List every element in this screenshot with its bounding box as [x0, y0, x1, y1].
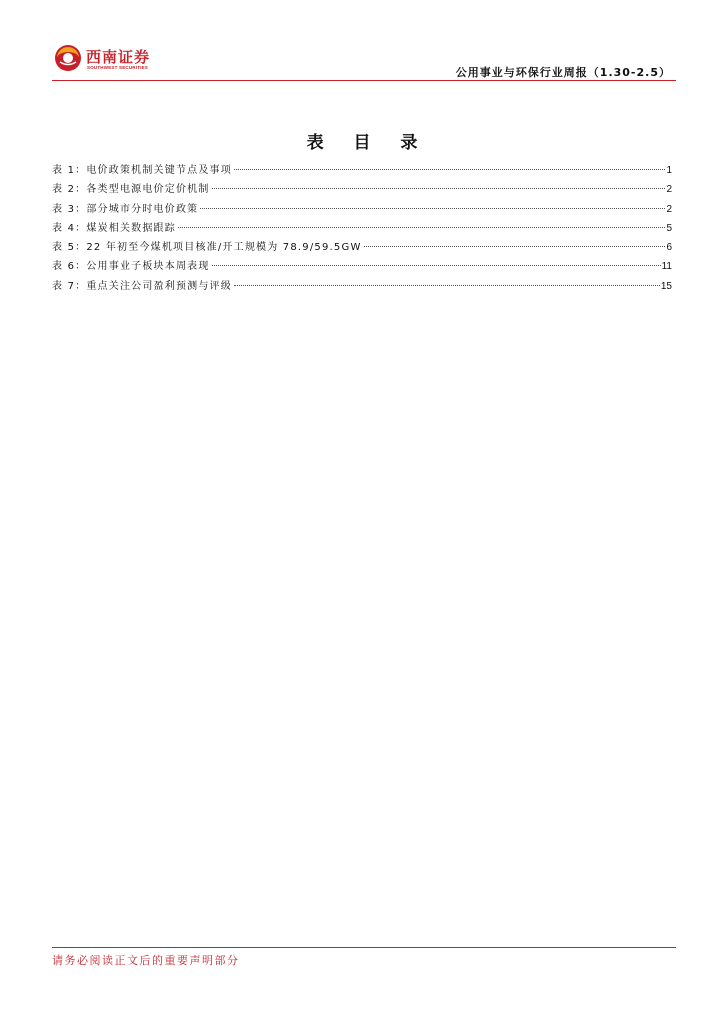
logo-emblem-icon	[54, 44, 82, 72]
toc-entry-page: 15	[660, 280, 672, 292]
toc-entry[interactable]	[52, 257, 672, 276]
toc-leader-dots	[200, 208, 665, 209]
toc-entry-page: 2	[666, 203, 672, 215]
toc-entry-label: 表 6：公用事业子板块本周表现	[52, 261, 210, 273]
toc-leader-dots	[234, 169, 665, 170]
company-logo	[54, 44, 164, 76]
toc-entry-page: 2	[666, 184, 672, 196]
toc-entry-label: 表 4：煤炭相关数据跟踪	[52, 222, 176, 234]
table-of-contents-title: 表 目 录	[306, 133, 430, 153]
toc-leader-dots	[364, 246, 666, 247]
toc-entry[interactable]	[52, 238, 672, 257]
footer-disclaimer-notice: 请务必阅读正文后的重要声明部分	[52, 954, 240, 967]
header-divider	[52, 80, 676, 81]
toc-entry-label: 表 2：各类型电源电价定价机制	[52, 184, 210, 196]
toc-entry-label: 表 5：22 年初至今煤机项目核准/开工规模为 78.9/59.5GW	[52, 242, 362, 254]
toc-leader-dots	[234, 285, 660, 286]
toc-entry[interactable]	[52, 180, 672, 199]
toc-entry[interactable]	[52, 200, 672, 219]
toc-leader-dots	[212, 188, 666, 189]
toc-leader-dots	[178, 227, 665, 228]
toc-entry-label: 表 3：部分城市分时电价政策	[52, 203, 199, 215]
toc-entry-label: 表 7：重点关注公司盈利预测与评级	[52, 280, 232, 292]
toc-entry-page: 1	[666, 165, 672, 176]
toc-entry-label: 表 1：电价政策机制关键节点及事项	[52, 165, 232, 176]
table-of-contents	[52, 161, 672, 296]
logo-name-en: SOUTHWEST SECURITIES	[87, 65, 149, 70]
footer-divider	[52, 947, 676, 948]
report-header-title: 公用事业与环保行业周报（1.30-2.5）	[455, 66, 671, 79]
toc-entry[interactable]	[52, 219, 672, 238]
toc-entry-page: 11	[661, 261, 672, 273]
toc-entry-page: 5	[666, 222, 672, 234]
toc-entry[interactable]	[52, 277, 672, 296]
toc-entry-page: 6	[666, 242, 672, 254]
logo-name-cn: 西南证券	[86, 48, 151, 66]
toc-leader-dots	[212, 265, 661, 266]
toc-entry[interactable]	[52, 161, 672, 180]
